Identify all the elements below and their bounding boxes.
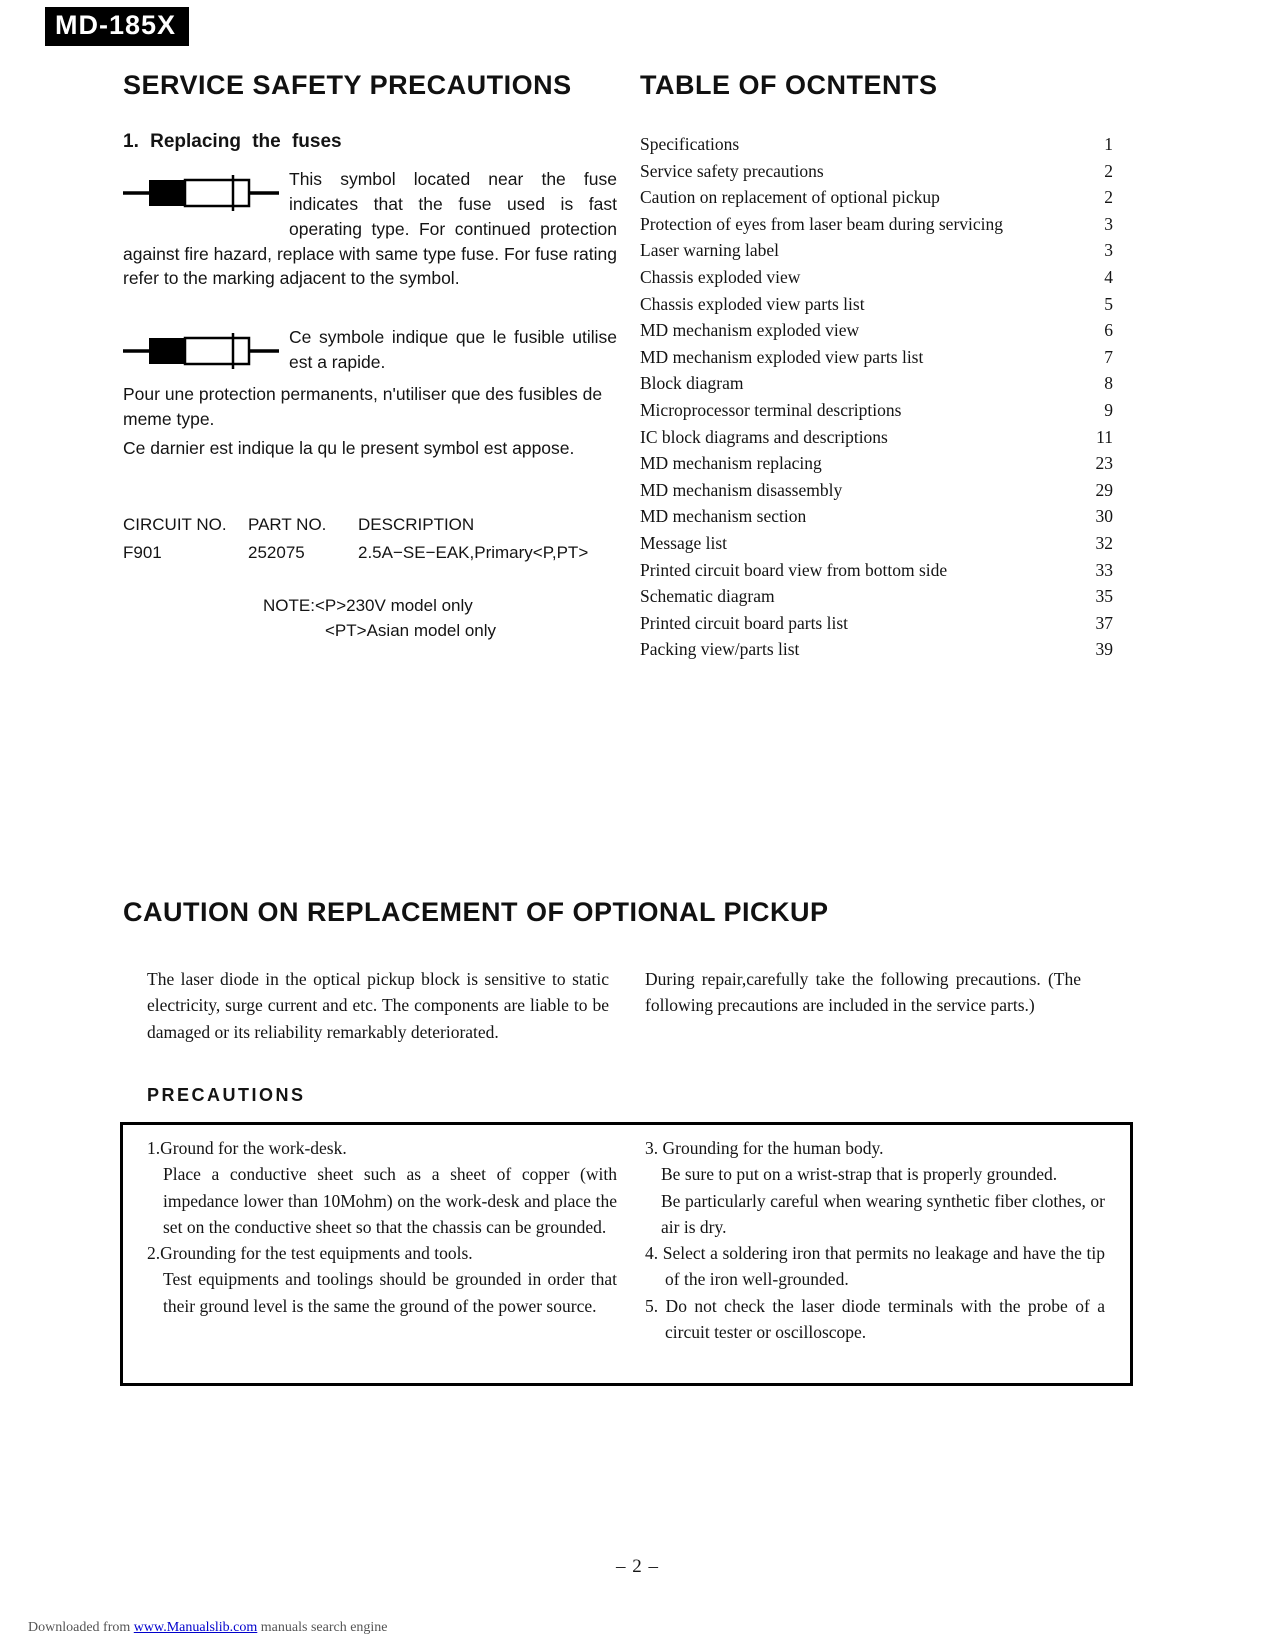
fuse-text-english: This symbol located near the fuse indicates that the fuse used is fast operating type. For continued protection against fire hazard, replace with same type fuse. For fuse rating refer to the marking adjacent to the symbol. — [123, 169, 617, 289]
toc-item-label: Printed circuit board parts list — [640, 612, 849, 633]
toc-item — [640, 424, 1113, 451]
toc-item — [640, 450, 1113, 477]
circuit-no-value: F901 — [123, 542, 162, 562]
fuse-symbol-icon — [123, 331, 281, 376]
replacing-fuses-heading: 1. Replacing the fuses — [123, 131, 342, 152]
precautions-box-right-column — [645, 1135, 1105, 1373]
description-value: 2.5A−SE−EAK,Primary<P,PT> — [358, 542, 589, 562]
toc-list — [640, 131, 1113, 663]
toc-item-page: 11 — [1096, 426, 1113, 447]
service-safety-section — [123, 70, 617, 644]
toc-item-page: 35 — [1095, 586, 1113, 607]
toc-item-label: MD mechanism replacing — [640, 453, 822, 474]
toc-item-page: 2 — [1104, 187, 1113, 208]
toc-item — [640, 557, 1113, 584]
toc-item-label: Block diagram — [640, 373, 744, 394]
toc-item — [640, 211, 1113, 238]
toc-item — [640, 530, 1113, 557]
precautions-box-left-column — [147, 1135, 617, 1373]
toc-item-label: Caution on replacement of optional pickup — [640, 187, 940, 208]
model-badge: MD-185X — [45, 7, 189, 46]
toc-item-page: 7 — [1104, 346, 1113, 367]
precaution-2-body: Test equipments and toolings should be grounded in order that their ground level is the same the ground of the power source. — [163, 1269, 617, 1316]
toc-item-label: Printed circuit board view from bottom side — [640, 559, 948, 580]
toc-item — [640, 317, 1113, 344]
toc-item — [640, 158, 1113, 185]
precaution-3-body-2: Be particularly careful when wearing synthetic fiber clothes, or air is dry. — [661, 1190, 1105, 1237]
toc-item-label: MD mechanism exploded view parts list — [640, 346, 924, 367]
toc-item — [640, 291, 1113, 318]
toc-item-page: 4 — [1104, 266, 1113, 287]
toc-item-label: Service safety precautions — [640, 160, 824, 181]
toc-item — [640, 636, 1113, 663]
caution-right-paragraph: During repair,carefully take the following precautions. (The following precautions are included in the service parts.) — [645, 969, 1081, 1016]
toc-item-label: IC block diagrams and descriptions — [640, 426, 888, 447]
toc-item-label: Microprocessor terminal descriptions — [640, 399, 902, 420]
toc-item — [640, 184, 1113, 211]
precaution-1-head: 1.Ground for the work-desk. — [147, 1138, 347, 1158]
french-para-2: Pour une protection permanents, n'utiliser que des fusibles de meme type. — [123, 384, 603, 430]
toc-item-label: Schematic diagram — [640, 586, 775, 607]
note-line-2: <PT>Asian model only — [325, 621, 497, 641]
toc-item-page: 6 — [1104, 320, 1113, 341]
toc-item — [640, 477, 1113, 504]
toc-item — [640, 583, 1113, 610]
toc-item-label: Chassis exploded view — [640, 266, 801, 287]
toc-item-page: 32 — [1095, 532, 1113, 553]
toc-item-label: Specifications — [640, 134, 740, 154]
toc-item-page: 37 — [1095, 612, 1113, 633]
caution-title: CAUTION ON REPLACEMENT OF OPTIONAL PICKUP — [123, 897, 829, 927]
precaution-5: 5. Do not check the laser diode terminals with the probe of a circuit tester or oscilloscope. — [645, 1295, 1105, 1342]
toc-item-label: MD mechanism section — [640, 506, 807, 527]
toc-item-page: 30 — [1095, 506, 1113, 527]
toc-title: TABLE OF OCNTENTS — [640, 70, 938, 100]
toc-item-page: 2 — [1104, 160, 1113, 181]
precaution-3-head: 3. Grounding for the human body. — [645, 1138, 884, 1158]
note-line-1: NOTE:<P>230V model only — [263, 595, 473, 615]
toc-item-page: 5 — [1104, 293, 1113, 314]
toc-item-page: 39 — [1095, 639, 1113, 660]
toc-item — [640, 131, 1113, 158]
part-no-value: 252075 — [248, 542, 305, 562]
precaution-2-head: 2.Grounding for the test equipments and tools. — [147, 1243, 473, 1263]
toc-item-label: Message list — [640, 532, 728, 553]
col-part-no: PART NO. — [248, 514, 327, 534]
toc-item-label: MD mechanism disassembly — [640, 479, 843, 500]
toc-item-page: 1 — [1104, 134, 1113, 154]
toc-item — [640, 264, 1113, 291]
caution-left-paragraph: The laser diode in the optical pickup block is sensitive to static electricity, surge current and etc. The components are liable to be damaged or its reliability remarkably deteriorated. — [147, 969, 609, 1042]
toc-item-label: Laser warning label — [640, 240, 779, 261]
toc-item-label: Chassis exploded view parts list — [640, 293, 865, 314]
fuse-symbol-icon — [123, 173, 281, 218]
toc-item-page: 33 — [1095, 559, 1113, 580]
note-block — [263, 593, 617, 644]
toc-item — [640, 503, 1113, 530]
fuse-text-french-lead: Ce symbole indique que le fusible utilise est a rapide. — [289, 327, 617, 373]
col-circuit-no: CIRCUIT NO. — [123, 514, 227, 534]
precautions-heading: PRECAUTIONS — [147, 1084, 306, 1105]
caution-paragraphs — [123, 966, 1135, 1045]
fuse-paragraph-french — [123, 325, 617, 378]
caution-section — [123, 897, 1135, 1106]
toc-item — [640, 237, 1113, 264]
precaution-4: 4. Select a soldering iron that permits no leakage and have the tip of the iron well-grounded. — [645, 1243, 1105, 1290]
toc-item-page: 9 — [1104, 399, 1113, 420]
toc-item — [640, 397, 1113, 424]
toc-item-page: 3 — [1104, 240, 1113, 261]
service-safety-title: SERVICE SAFETY PRECAUTIONS — [123, 70, 572, 100]
footer-suffix: manuals search engine — [257, 1620, 388, 1635]
toc-item-page: 8 — [1104, 373, 1113, 394]
precautions-box — [120, 1122, 1133, 1386]
manualslib-link[interactable]: www.Manualslib.com — [133, 1620, 258, 1635]
col-description: DESCRIPTION — [358, 514, 475, 534]
footer — [28, 1620, 388, 1636]
circuit-table-header — [123, 515, 617, 535]
toc-item-page: 29 — [1095, 479, 1113, 500]
toc-item-label: Packing view/parts list — [640, 639, 800, 660]
fuse-paragraph-english — [123, 167, 617, 291]
fuse-circuit-table — [123, 515, 617, 563]
toc-item-label: MD mechanism exploded view — [640, 320, 860, 341]
footer-prefix: Downloaded from — [28, 1620, 134, 1635]
table-of-contents — [640, 70, 1113, 663]
toc-item — [640, 344, 1113, 371]
precaution-1-body: Place a conductive sheet such as a sheet of copper (with impedance lower than 10Mohm) on the work-desk and place the set on the conductive sheet so that the chassis can be grounded. — [163, 1164, 617, 1237]
toc-item-page: 3 — [1104, 213, 1113, 234]
toc-item — [640, 370, 1113, 397]
french-para-3: Ce darnier est indique la qu le present symbol est appose. — [123, 437, 575, 458]
circuit-table-row — [123, 543, 617, 563]
toc-item-page: 23 — [1095, 453, 1113, 474]
toc-item-label: Protection of eyes from laser beam during servicing — [640, 213, 1004, 234]
precaution-3-body-1: Be sure to put on a wrist-strap that is properly grounded. — [661, 1164, 1058, 1185]
toc-item — [640, 610, 1113, 637]
page-number: – 2 – — [616, 1556, 659, 1577]
